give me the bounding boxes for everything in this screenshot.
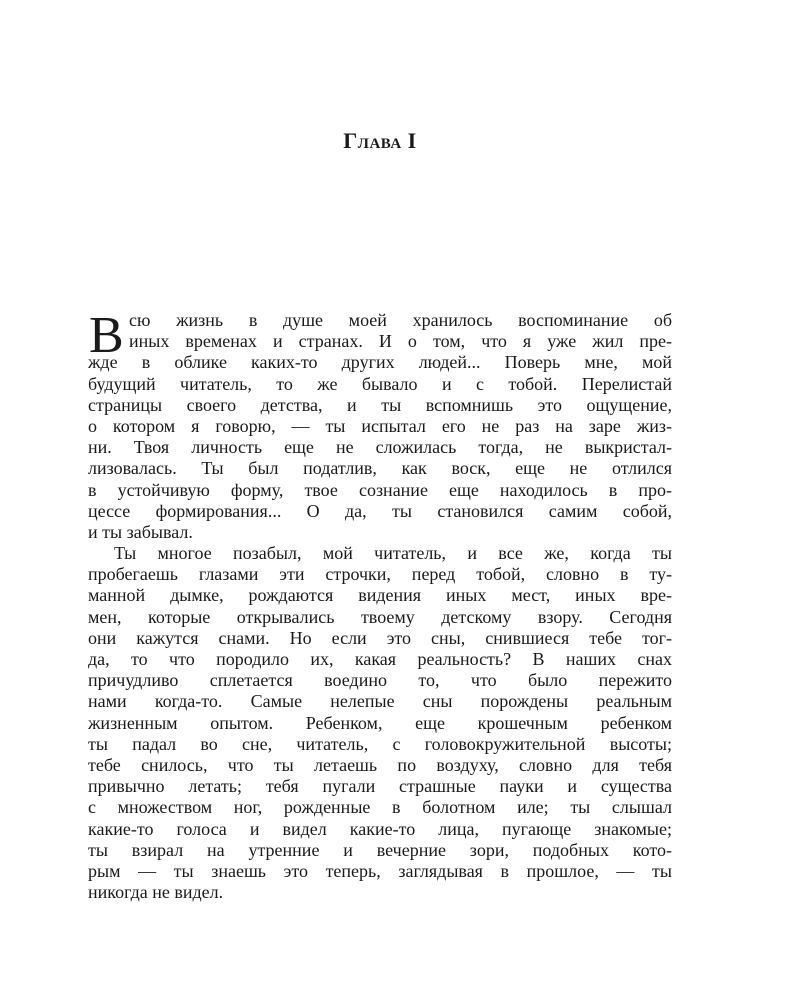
drop-cap: В: [89, 307, 124, 364]
text-line: жизненным опытом. Ребенком, еще крошечным ребенком: [88, 712, 672, 733]
text-line: Ты многое позабыл, мой читатель, и все же, когда ты: [114, 543, 672, 564]
text-line: страницы своего детства, и ты вспомнишь это ощущение,: [88, 394, 672, 415]
text-line: жде в облике каких-то других людей... Поверь мне, мой: [88, 352, 672, 373]
text-line: иных временах и странах. И о том, что я уже жил пре-: [129, 331, 672, 352]
chapter-title: Глава I: [343, 128, 417, 153]
text-line: тебе снилось, что ты летаешь по воздуху, словно для тебя: [88, 754, 672, 775]
text-line: в устойчивую форму, твое сознание еще находилось в про-: [88, 479, 672, 500]
text-line: какие-то голоса и видел какие-то лица, пугающе знакомые;: [88, 818, 672, 839]
text-line: никогда не видел.: [88, 882, 224, 903]
text-line: с множеством ног, рожденные в болотном иле; ты слышал: [88, 797, 672, 818]
paragraph-2: [88, 543, 672, 903]
text-line: пробегаешь глазами эти строчки, перед тобой, словно в ту-: [88, 564, 672, 585]
text-line: манной дымке, рождаются видения иных мест, иных вре-: [88, 585, 672, 606]
text-line: нами когда-то. Самые нелепые сны порождены реальным: [88, 691, 672, 712]
text-line: и ты забывал.: [88, 521, 193, 542]
text-line: да, то что породило их, какая реальность? В наших снах: [88, 649, 672, 669]
text-line: лизовалась. Ты был податлив, как воск, еще не отлился: [88, 458, 672, 479]
text-line: будущий читатель, то же бывало и с тобой. Перелистай: [88, 373, 672, 394]
text-line: цессе формирования... О да, ты становился самим собой,: [88, 500, 672, 521]
text-line: о котором я говорю, — ты испытал его не раз на заре жиз-: [88, 415, 672, 436]
text-line: рым — ты знаешь это теперь, заглядывая в прошлое, — ты: [88, 860, 672, 881]
text-line: они кажутся снами. Но если это сны, снившиеся тебе тог-: [88, 627, 672, 648]
text-line: ни. Твоя личность еще не сложилась тогда, не выкристал-: [88, 437, 672, 458]
text-line: привычно летать; тебя пугали страшные пауки и существа: [88, 776, 672, 797]
text-line: ты падал во сне, читатель, с головокружительной высоты;: [88, 733, 672, 754]
paragraph-1: [88, 307, 672, 543]
body-text: [88, 307, 672, 903]
text-line: мен, которые открывались твоему детскому взору. Сегодня: [88, 606, 672, 627]
text-line: сю жизнь в душе моей хранилось воспоминание об: [129, 310, 672, 330]
text-line: причудливо сплетается воедино то, что было пережито: [88, 670, 672, 691]
text-line: ты взирал на утренние и вечерние зори, подобных кото-: [88, 839, 672, 860]
